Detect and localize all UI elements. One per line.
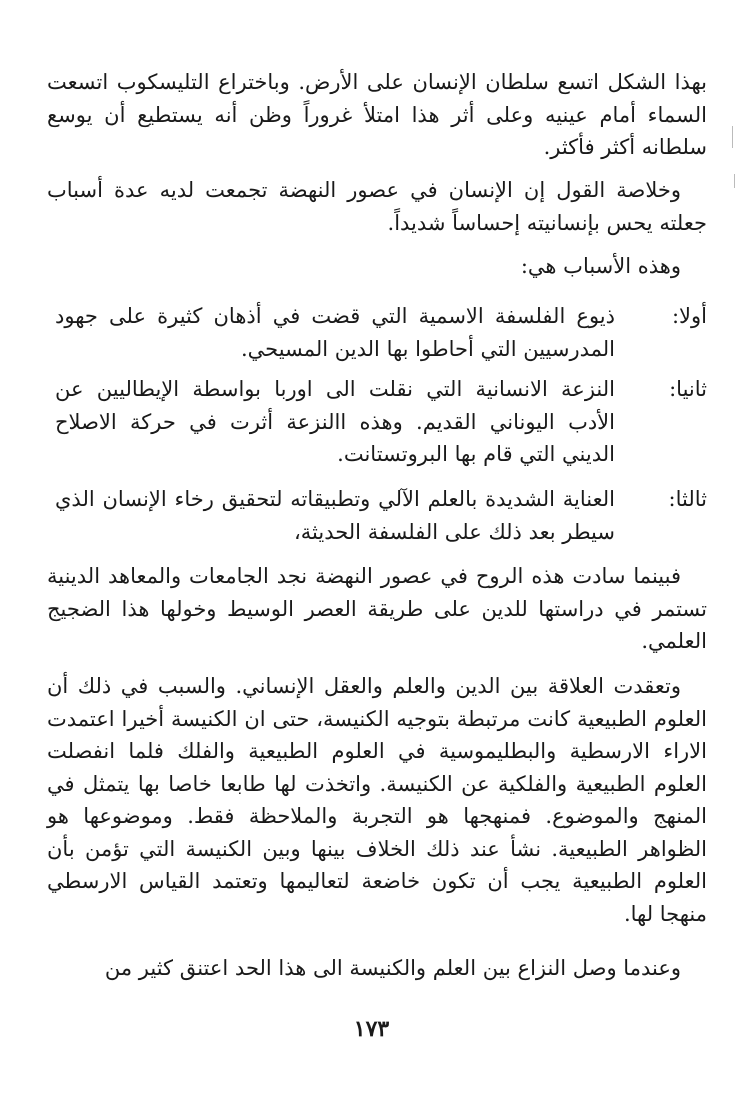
paragraph-telescope: بهذا الشكل اتسع سلطان الإنسان على الأرض. وباختراع التليسكوب اتسعت السماء أمام عينيه وعلى أثر هذا امتلأ غروراً وظن أنه يستطيع أن يوسع سلطانه أكثر فأكثر. [47, 70, 707, 159]
paragraph-universities: فبينما سادت هذه الروح في عصور النهضة نجد الجامعات والمعاهد الدينية تستمر في دراستها للدين على طريقة العصر الوسيط وخولها هذا الضجيج العلمي. [47, 564, 707, 653]
scan-speck [732, 126, 733, 148]
reason-label: ثالثا: [668, 487, 707, 511]
paragraph-summary: وخلاصة القول إن الإنسان في عصور النهضة تجمعت لديه عدة أسباب جعلته يحس بإنسانيته إحساساً شديداً. [47, 178, 707, 235]
paragraph-reasons-intro: وهذه الأسباب هي: [520, 254, 681, 278]
reason-text: النزعة الانسانية التي نقلت الى اوربا بواسطة الإيطاليين عن الأدب اليوناني القديم. وهذه االنزعة أثرت في حركة الاصلاح الديني التي قام بها البروتستانت. [55, 377, 615, 466]
reason-label: أولا: [671, 304, 707, 328]
page-number: ١٧٣ [353, 1016, 390, 1042]
reason-text: ذيوع الفلسفة الاسمية التي قضت في أذهان كثيرة على جهود المدرسيين التي أحاطوا بها الدين المسيحي. [55, 304, 615, 361]
scan-speck [734, 174, 735, 188]
paragraph-relationship: وتعقدت العلاقة بين الدين والعلم والعقل الإنساني. والسبب في ذلك أن العلوم الطبيعية كانت مرتبطة بتوجيه الكنيسة، حتى ان الكنيسة أخيرا اعتمدت الاراء الارسطية والبطليموسية في العلوم الطبيعية والفلك فلما انفصلت العلوم الطبيعية والفلكية عن الكنيسة. واتخذت لها طابعا خاصا بها يتمثل في المنهج والموضوع. فمنهجها هو التجربة والملاحظة فقط. وموضوعها هو الظواهر الطبيعية. نشأ عند ذلك الخلاف بينها وبين الكنيسة التي تؤمن بأن العلوم الطبيعية يجب أن تكون خاضعة لتعاليمها وتعتمد القياس الارسطي منهجا لها. [47, 674, 707, 926]
paragraph-conflict: وعندما وصل النزاع بين العلم والكنيسة الى هذا الحد اعتنق كثير من [104, 956, 681, 980]
reason-text: العناية الشديدة بالعلم الآلي وتطبيقاته لتحقيق رخاء الإنسان الذي سيطر بعد ذلك على الفلسفة الحديثة، [55, 487, 615, 544]
reason-label: ثانيا: [669, 377, 707, 401]
